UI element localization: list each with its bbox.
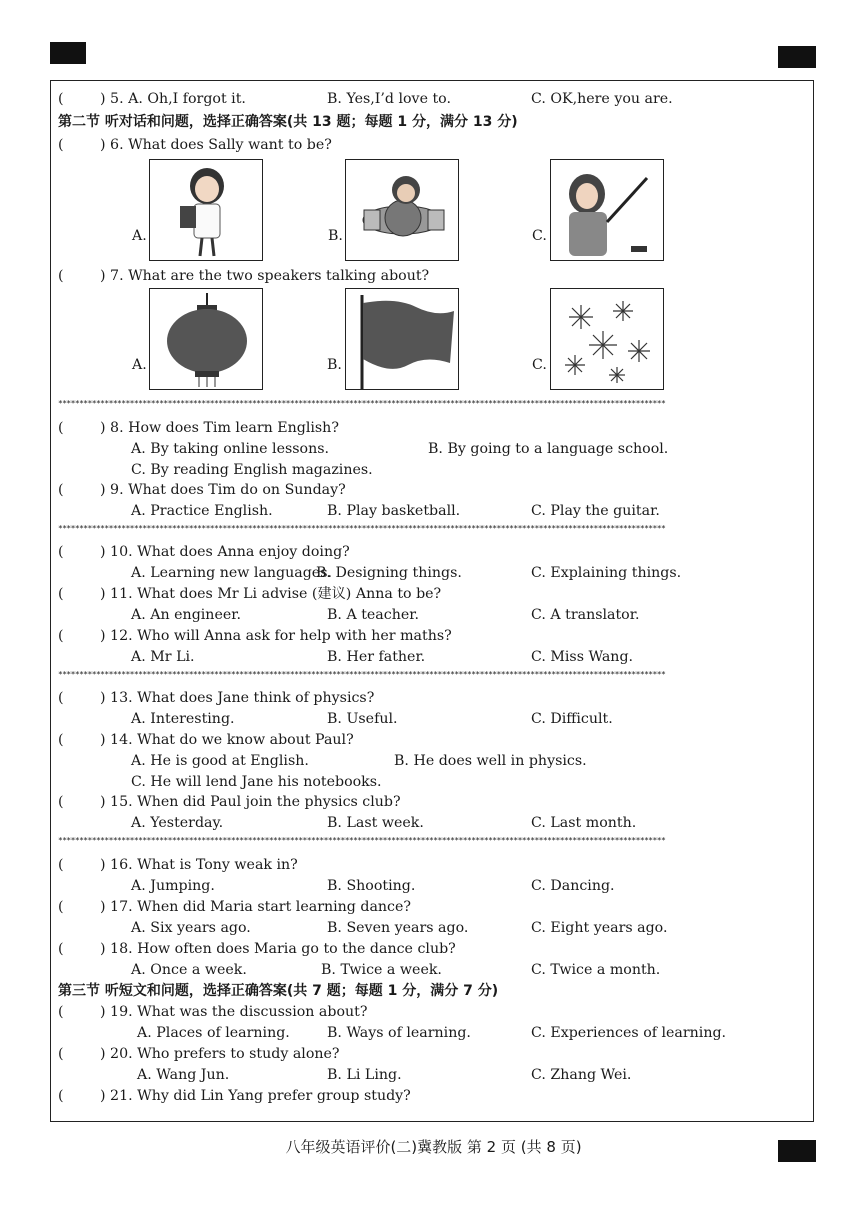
page-footer: 八年级英语评价(二)冀教版 第 2 页 (共 8 页) [285,1138,582,1156]
q5-prefix: ) 5. A. Oh,I forgot it. [100,91,246,107]
q6-label-c: C. [532,228,547,244]
q21-text: ) 21. Why did Lin Yang prefer group study? [100,1088,411,1104]
question-16: ( ) 16. What is Tony weak in? [58,857,298,873]
q5-option-b: B. Yes,I’d love to. [327,91,451,107]
question-12: ( ) 12. Who will Anna ask for help with her maths? [58,628,452,644]
q10-text: ) 10. What does Anna enjoy doing? [100,544,350,560]
question-10: ( ) 10. What does Anna enjoy doing? [58,544,350,560]
q13-text: ) 13. What does Jane think of physics? [100,690,375,706]
question-15: ( ) 15. When did Paul join the physics club? [58,794,401,810]
q18-option-b: B. Twice a week. [321,962,442,978]
q16-option-a: A. Jumping. [131,878,215,894]
q14-option-c: C. He will lend Jane his notebooks. [131,774,382,790]
q9-text: ) 9. What does Tim do on Sunday? [100,482,346,498]
q8-option-a: A. By taking online lessons. [131,441,330,457]
q7-image-c-fireworks [550,288,664,390]
pilot-plane-illustration [346,160,459,261]
question-20: ( ) 20. Who prefers to study alone? [58,1046,340,1062]
q17-option-a: A. Six years ago. [131,920,251,936]
q16-option-c: C. Dancing. [531,878,615,894]
q20-text: ) 20. Who prefers to study alone? [100,1046,340,1062]
fireworks-illustration [551,289,664,390]
question-17: ( ) 17. When did Maria start learning dance? [58,899,412,915]
q7-label-b: B. [327,357,342,373]
q19-text: ) 19. What was the discussion about? [100,1004,368,1020]
q16-option-b: B. Shooting. [327,878,416,894]
teacher-illustration [551,160,664,261]
q14-option-b: B. He does well in physics. [394,753,587,769]
q18-option-c: C. Twice a month. [531,962,661,978]
q6-label-a: A. [132,228,147,244]
q14-option-a: A. He is good at English. [131,753,309,769]
q9-option-a: A. Practice English. [131,503,273,519]
question-18: ( ) 18. How often does Maria go to the dance club? [58,941,456,957]
q5-option-c: C. OK,here you are. [531,91,673,107]
question-13: ( ) 13. What does Jane think of physics? [58,690,375,706]
question-11: ( ) 11. What does Mr Li advise (建议) Anna to be? [58,586,442,602]
q15-text: ) 15. When did Paul join the physics club? [100,794,401,810]
q13-option-c: C. Difficult. [531,711,613,727]
q20-option-c: C. Zhang Wei. [531,1067,632,1083]
question-7: ( ) 7. What are the two speakers talking about? [58,268,430,284]
separator-1: ************************************************************************************************************************************************ [58,400,666,408]
q12-text: ) 12. Who will Anna ask for help with her maths? [100,628,452,644]
separator-2: ************************************************************************************************************************************************ [58,525,666,533]
q7-image-b-flag [345,288,459,390]
q6-text: ) 6. What does Sally want to be? [100,137,332,153]
q15-option-c: C. Last month. [531,815,637,831]
q13-option-a: A. Interesting. [131,711,235,727]
q8-option-b: B. By going to a language school. [428,441,669,457]
q19-option-a: A. Places of learning. [137,1025,290,1041]
q7-label-c: C. [532,357,547,373]
q20-option-a: A. Wang Jun. [137,1067,230,1083]
q15-option-a: A. Yesterday. [131,815,224,831]
q9-option-c: C. Play the guitar. [531,503,660,519]
question-8: ( ) 8. How does Tim learn English? [58,420,339,436]
q8-text: ) 8. How does Tim learn English? [100,420,339,436]
q17-text: ) 17. When did Maria start learning dance? [100,899,412,915]
q11-option-b: B. A teacher. [327,607,419,623]
registration-mark-top-right [778,46,816,68]
registration-mark-top-left [50,42,86,64]
q13-option-b: B. Useful. [327,711,398,727]
q16-text: ) 16. What is Tony weak in? [100,857,298,873]
q6-image-b-pilot [345,159,459,261]
flag-illustration [346,289,459,390]
q17-option-c: C. Eight years ago. [531,920,668,936]
q17-option-b: B. Seven years ago. [327,920,469,936]
doctor-illustration [150,160,263,261]
q6-image-a-doctor [149,159,263,261]
q19-option-b: B. Ways of learning. [327,1025,471,1041]
separator-3: ************************************************************************************************************************************************ [58,671,666,679]
q7-text: ) 7. What are the two speakers talking about? [100,268,430,284]
question-14: ( ) 14. What do we know about Paul? [58,732,354,748]
q19-option-c: C. Experiences of learning. [531,1025,727,1041]
separator-4: ************************************************************************************************************************************************ [58,837,666,845]
q6-image-c-teacher [550,159,664,261]
q15-option-b: B. Last week. [327,815,424,831]
q18-option-a: A. Once a week. [131,962,247,978]
q12-option-a: A. Mr Li. [131,649,195,665]
q14-text: ) 14. What do we know about Paul? [100,732,354,748]
q7-image-a-lantern [149,288,263,390]
question-6: ( ) 6. What does Sally want to be? [58,137,332,153]
q12-option-b: B. Her father. [327,649,426,665]
q6-label-b: B. [328,228,343,244]
q7-label-a: A. [132,357,147,373]
question-19: ( ) 19. What was the discussion about? [58,1004,368,1020]
lantern-illustration [150,289,263,390]
q10-option-c: C. Explaining things. [531,565,682,581]
question-5: ( ) 5. A. Oh,I forgot it. [58,91,246,107]
q11-text: ) 11. What does Mr Li advise (建议) Anna to be? [100,586,442,602]
q12-option-c: C. Miss Wang. [531,649,634,665]
q10-option-b: B. Designing things. [316,565,462,581]
q18-text: ) 18. How often does Maria go to the dance club? [100,941,456,957]
q11-option-a: A. An engineer. [131,607,241,623]
section-2-heading: 第二节 听对话和问题，选择正确答案(共 13 题；每题 1 分，满分 13 分) [58,114,518,130]
q11-option-c: C. A translator. [531,607,640,623]
q10-option-a: A. Learning new languages. [131,565,332,581]
q9-option-b: B. Play basketball. [327,503,461,519]
question-21: ( ) 21. Why did Lin Yang prefer group study? [58,1088,411,1104]
q8-option-c: C. By reading English magazines. [131,462,373,478]
question-9: ( ) 9. What does Tim do on Sunday? [58,482,346,498]
q20-option-b: B. Li Ling. [327,1067,402,1083]
section-3-heading: 第三节 听短文和问题，选择正确答案(共 7 题；每题 1 分，满分 7 分) [58,983,499,999]
